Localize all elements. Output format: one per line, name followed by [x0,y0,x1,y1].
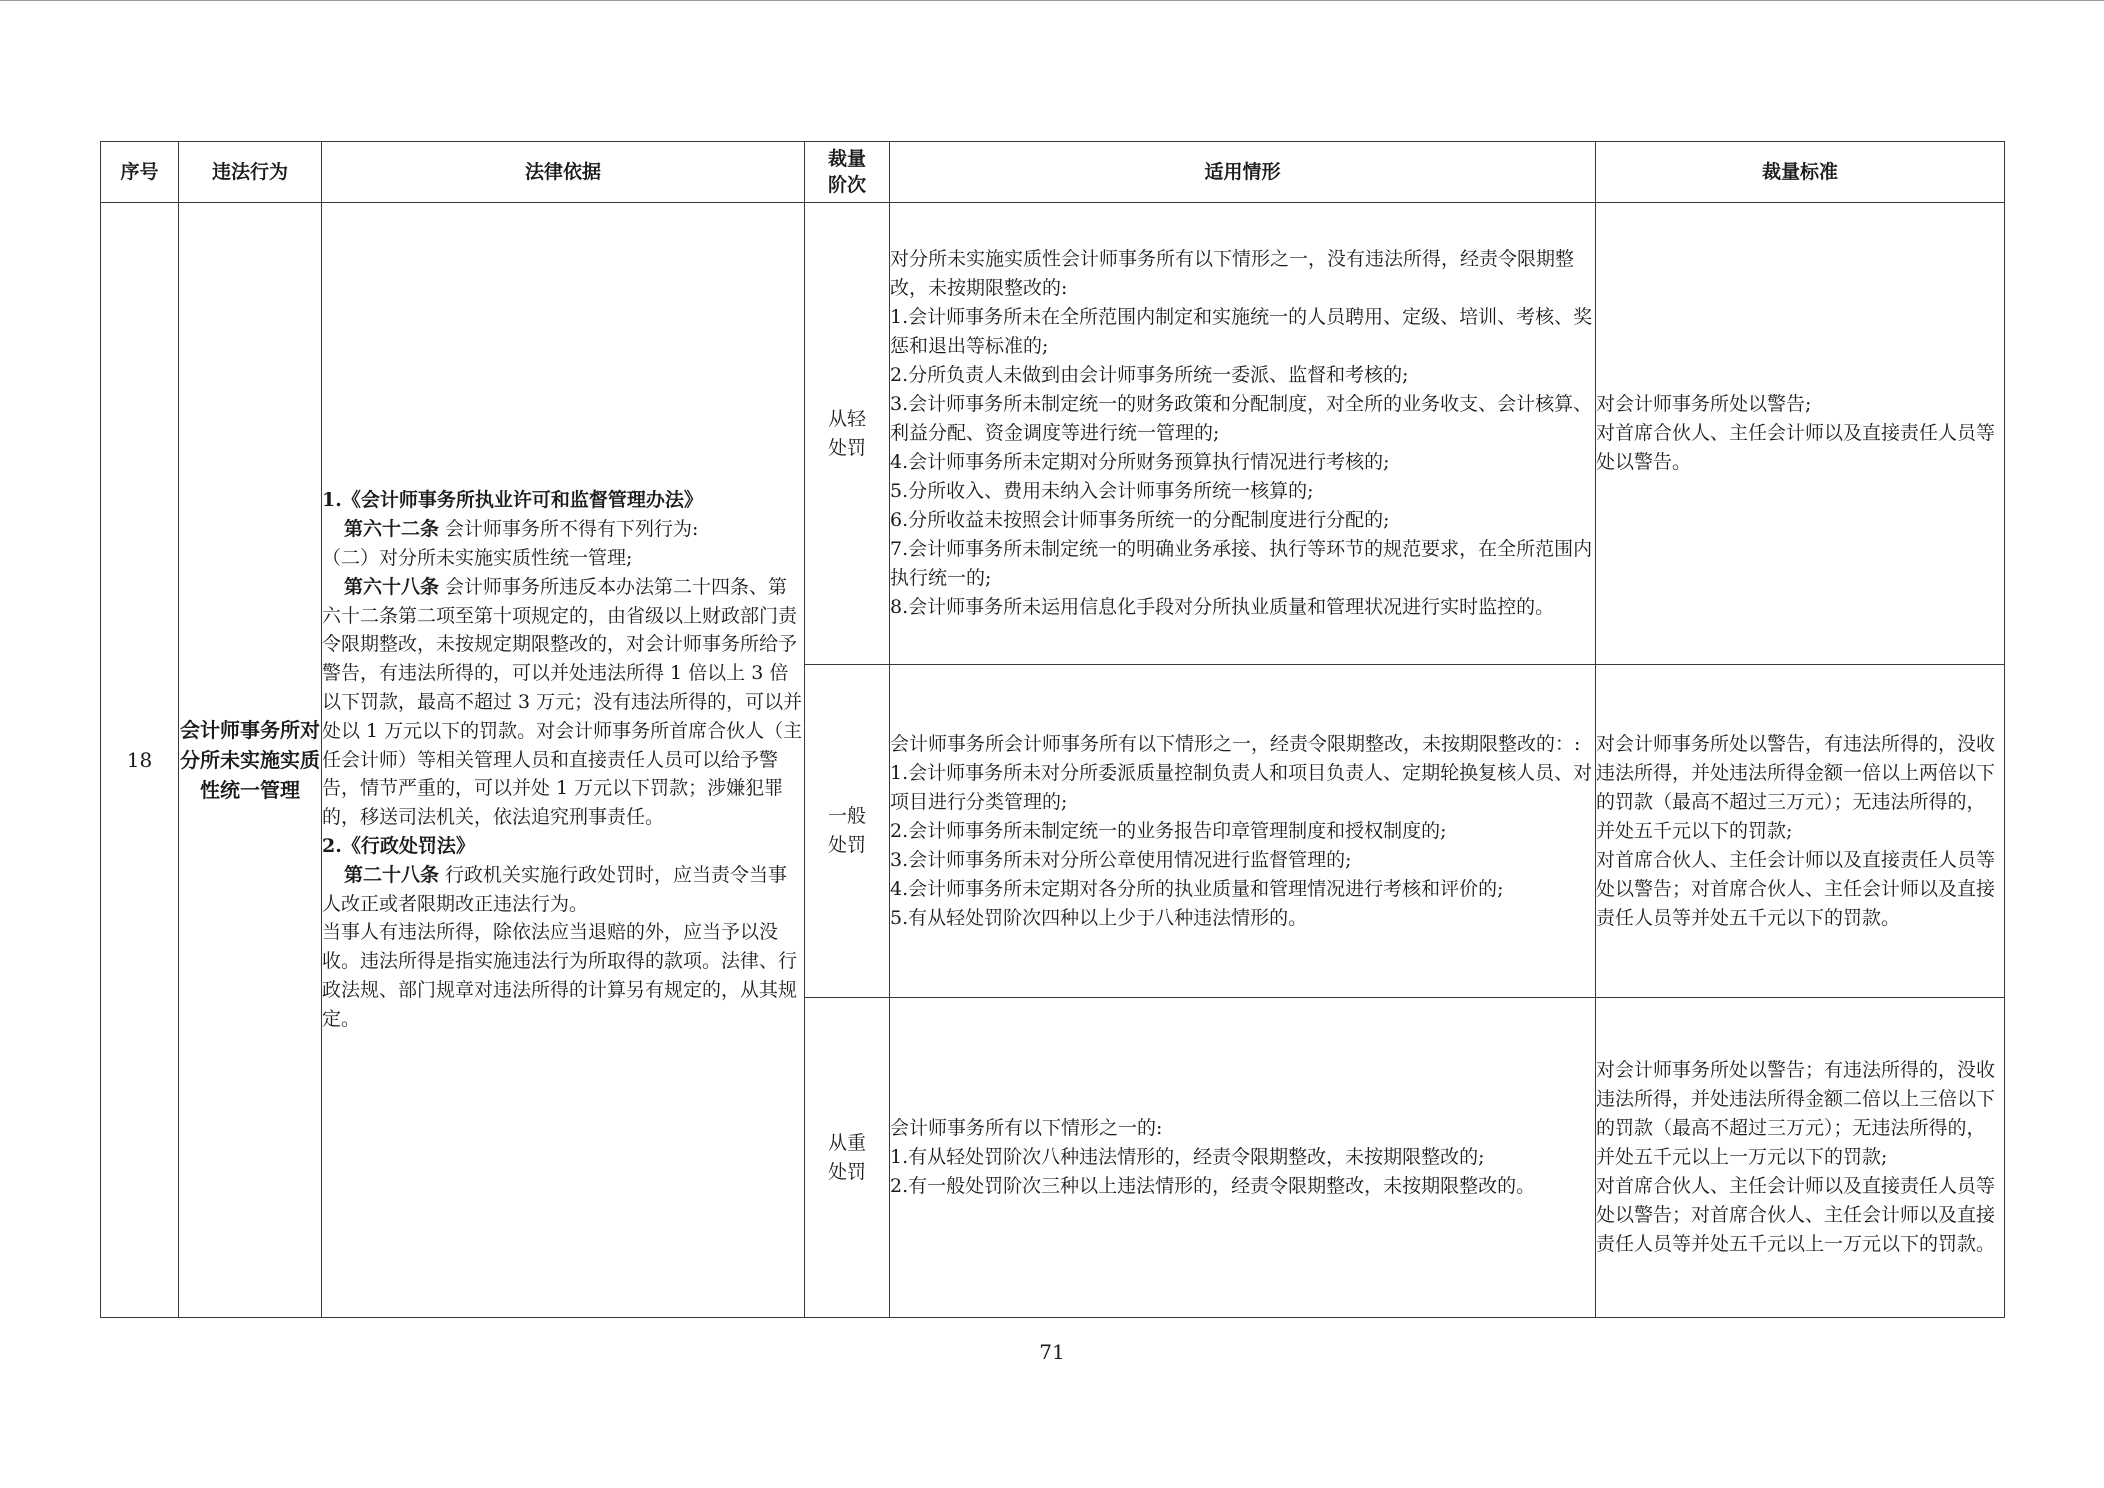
header-standard: 裁量标准 [1596,142,2005,203]
article-28-text: 行政机关实施行政处罚时，应当责令当事人改正或者限期改正违法行为。 [322,863,788,915]
standard-line: 对会计师事务所处以警告，有违法所得的，没收违法所得，并处违法所得金额一倍以上两倍以下的罚款（最高不超过三万元）；无违法所得的，并处五千元以下的罚款; [1596,732,1996,842]
tier-standard-general [1596,665,2005,998]
standard-line: 对会计师事务所处以警告；有违法所得的，没收违法所得，并处违法所得金额二倍以上三倍以下的罚款（最高不超过三万元）；无违法所得的，并处五千元以上一万元以下的罚款; [1596,1059,1996,1168]
case-line: 1.有从轻处罚阶次八种违法情形的，经责令限期整改，未按期限整改的; [890,1146,1485,1168]
case-line: 2.会计师事务所未制定统一的业务报告印章管理制度和授权制度的; [890,819,1447,842]
header-level-text: 裁量阶次 [827,148,866,196]
case-line: 3.会计师事务所未对分所公章使用情况进行监督管理的; [890,848,1352,871]
tier-cases-general [890,665,1596,998]
tier-level-general [805,665,890,998]
case-line: 8.会计师事务所未运用信息化手段对分所执业质量和管理状况进行实时监控的。 [890,596,1555,618]
violation-cell [179,203,322,1318]
case-line: 7.会计师事务所未制定统一的明确业务承接、执行等环节的规范要求，在全所范围内执行统一的; [890,538,1593,589]
header-row [101,142,2005,203]
tier-cases-light [890,203,1596,665]
tier-level-general-text: 一般处罚 [827,805,866,856]
case-line: 1.会计师事务所未在全所范围内制定和实施统一的人员聘用、定级、培训、考核、奖惩和退出等标准的; [890,306,1593,357]
standard-line: 对会计师事务所处以警告; [1596,393,1812,415]
header-situation: 适用情形 [890,142,1596,203]
tier-level-light [805,203,890,665]
article-68-label: 第六十八条 [344,575,440,598]
case-line: 对分所未实施实质性会计师事务所有以下情形之一，没有违法所得，经责令限期整改，未按期限整改的: [890,248,1575,299]
standard-line: 对首席合伙人、主任会计师以及直接责任人员等处以警告；对首席合伙人、主任会计师以及直接责任人员等并处五千元以上一万元以下的罚款。 [1596,1175,1996,1255]
legal-basis-cell [322,203,805,1318]
article-62-text: 会计师事务所不得有下列行为: [439,518,699,541]
article-62-label: 第六十二条 [344,518,440,541]
article-28-label: 第二十八条 [344,863,440,886]
article-68-text: 会计师事务所违反本办法第二十四条、第六十二条第二项至第十项规定的，由省级以上财政部门责令限期整改，未按规定期限整改的，对会计师事务所给予警告，有违法所得的，可以并处违法所得 1 倍以上 3 倍以下罚款，最高不超过 3 万元；没有违法所得的，可以并处以 1 万元以下的罚款。对会计师事务所首席合伙人（主任会计师）等相关管理人员和直接责任人员可以给予警告，情节严重的，可以并处 1 万元以下罚款；涉嫌犯罪的，移送司法机关，依法追究刑事责任。 [322,575,803,829]
case-line: 6.分所收益未按照会计师事务所统一的分配制度进行分配的; [890,509,1390,531]
article-62 [322,515,804,544]
article-62-sub: （二）对分所未实施实质性统一管理; [322,547,633,570]
header-level [805,142,890,203]
tier-level-heavy-text: 从重处罚 [827,1131,866,1183]
case-line: 2.有一般处罚阶次三种以上违法情形的，经责令限期整改，未按期限整改的。 [890,1175,1536,1197]
violation-text: 会计师事务所对分所未实施实质性统一管理 [180,718,320,802]
case-line: 4.会计师事务所未定期对各分所的执业质量和管理情况进行考核和评价的; [890,877,1504,900]
tier-level-heavy [805,998,890,1318]
case-line: 5.有从轻处罚阶次四种以上少于八种违法情形的。 [890,906,1308,929]
tier-level-light-text: 从轻处罚 [827,407,866,459]
tier-cases-heavy [890,998,1596,1318]
legal-item2-title: 2.《行政处罚法》 [322,834,475,857]
legal-item1-title: 1.《会计师事务所执业许可和监督管理办法》 [322,489,703,512]
header-no: 序号 [101,142,179,203]
legal-basis-content [322,486,804,1033]
tier-standard-heavy [1596,998,2005,1318]
case-line: 2.分所负责人未做到由会计师事务所统一委派、监督和考核的; [890,364,1409,386]
top-rule [0,0,2104,1]
page-number: 71 [1039,1340,1065,1364]
standard-line: 对首席合伙人、主任会计师以及直接责任人员等处以警告。 [1596,422,1996,473]
penalty-discretion-table [100,141,2005,1318]
tier-standard-light [1596,203,2005,665]
case-line: 3.会计师事务所未制定统一的财务政策和分配制度，对全所的业务收支、会计核算、利益分配、资金调度等进行统一管理的; [890,393,1593,444]
standard-line: 对首席合伙人、主任会计师以及直接责任人员等处以警告；对首席合伙人、主任会计师以及直接责任人员等并处五千元以下的罚款。 [1596,848,1996,929]
header-legal-basis: 法律依据 [322,142,805,203]
case-line: 会计师事务所会计师事务所有以下情形之一，经责令限期整改，未按期限整改的：: [890,732,1581,755]
article-28-para2: 当事人有违法所得，除依法应当退赔的外，应当予以没收。违法所得是指实施违法行为所取得的款项。法律、行政法规、部门规章对违法所得的计算另有规定的，从其规定。 [322,921,798,1030]
article-28 [322,861,804,919]
row-number: 18 [101,203,179,1318]
case-line: 5.分所收入、费用未纳入会计师事务所统一核算的; [890,480,1314,502]
case-line: 1.会计师事务所未对分所委派质量控制负责人和项目负责人、定期轮换复核人员、对项目进行分类管理的; [890,761,1593,813]
case-line: 会计师事务所有以下情形之一的: [890,1117,1163,1139]
case-line: 4.会计师事务所未定期对分所财务预算执行情况进行考核的; [890,451,1390,473]
header-violation: 违法行为 [179,142,322,203]
table-row-tier-light [101,203,2005,665]
article-68 [322,573,804,832]
